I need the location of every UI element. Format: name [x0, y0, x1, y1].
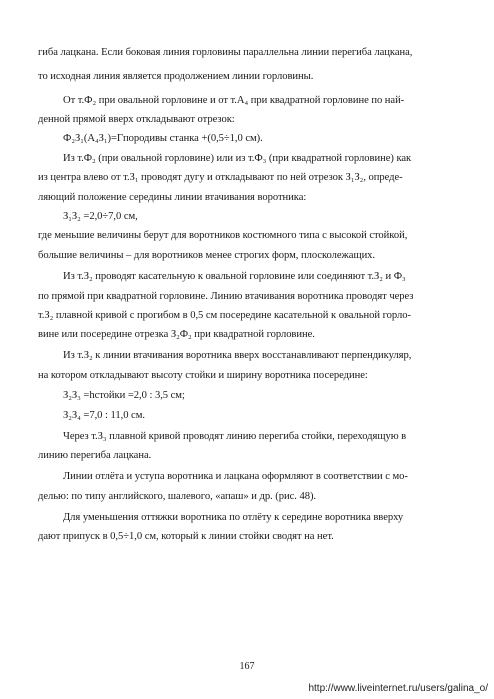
- text-line: по прямой при квадратной горловине. Линию втачивания воротника проводят через: [38, 291, 414, 302]
- text-line: Из т.З₂ проводят касательную к овальной горловине или соединяют т.З₂ и Ф₃: [63, 271, 406, 282]
- text-line: т.З₂ плавной кривой с прогибом в 0,5 см посередине касательной к овальной горло-: [38, 310, 411, 321]
- formula-line: З₂З₃ =hстойки =2,0 : 3,5 см;: [63, 390, 185, 401]
- watermark-url[interactable]: http://www.liveinternet.ru/users/galina_o/: [308, 683, 488, 694]
- text-line: От т.Ф₂ при овальной горловине и от т.А₄ при квадратной горловине по най-: [63, 95, 405, 106]
- text-line: из центра влево от т.З₁ проводят дугу и откладывают по ней отрезок З₁З₂, опреде-: [38, 172, 403, 183]
- text-line: Линии отлёта и уступа воротника и лацкана оформляют в соответствии с мо-: [63, 471, 408, 482]
- text-line: ляющий положение середины линии втачивания воротника:: [38, 192, 307, 203]
- text-line: дают припуск в 0,5÷1,0 см, который к линии стойки сводят на нет.: [38, 531, 334, 542]
- text-line: большие величины – для воротников менее строгих форм, плосколежащих.: [38, 250, 376, 261]
- formula-line: З₁З₂ =2,0÷7,0 см,: [63, 211, 138, 222]
- formula-line: Ф₂З₁(А₄З₁)=Гпородивы станка +(0,5÷1,0 см).: [63, 133, 263, 144]
- text-line: Через т.З₃ плавной кривой проводят линию перегиба стойки, переходящую в: [63, 431, 407, 442]
- text-line: то исходная линия является продолжением линии горловины.: [38, 71, 314, 82]
- text-line: вине или посередине отрезка З₂Ф₂ при квадратной горловине.: [38, 329, 315, 340]
- text-line: на котором откладывают высоту стойки и ширину воротника посередине:: [38, 370, 368, 381]
- text-line: делью: по типу английского, шалевого, «апаш» и др. (рис. 48).: [38, 491, 317, 502]
- text-line: Из т.Ф₂ (при овальной горловине) или из т.Ф₃ (при квадратной горловине) как: [63, 153, 412, 164]
- text-line: линию перегиба лацкана.: [38, 450, 152, 461]
- formula-line: З₂З₄ =7,0 : 11,0 см.: [63, 410, 145, 421]
- text-line: Для уменьшения оттяжки воротника по отлёту к середине воротника вверху: [63, 512, 404, 523]
- text-line: Из т.З₂ к линии втачивания воротника вверх восстанавливают перпендикуляр,: [63, 350, 412, 361]
- text-line: где меньшие величины берут для воротников костюмного типа с высокой стойкой,: [38, 230, 408, 241]
- text-line: гиба лацкана. Если боковая линия горловины параллельна линии перегиба лацкана,: [38, 47, 413, 58]
- page-number: 167: [239, 661, 255, 672]
- text-line: денной прямой вверх откладывают отрезок:: [38, 114, 235, 125]
